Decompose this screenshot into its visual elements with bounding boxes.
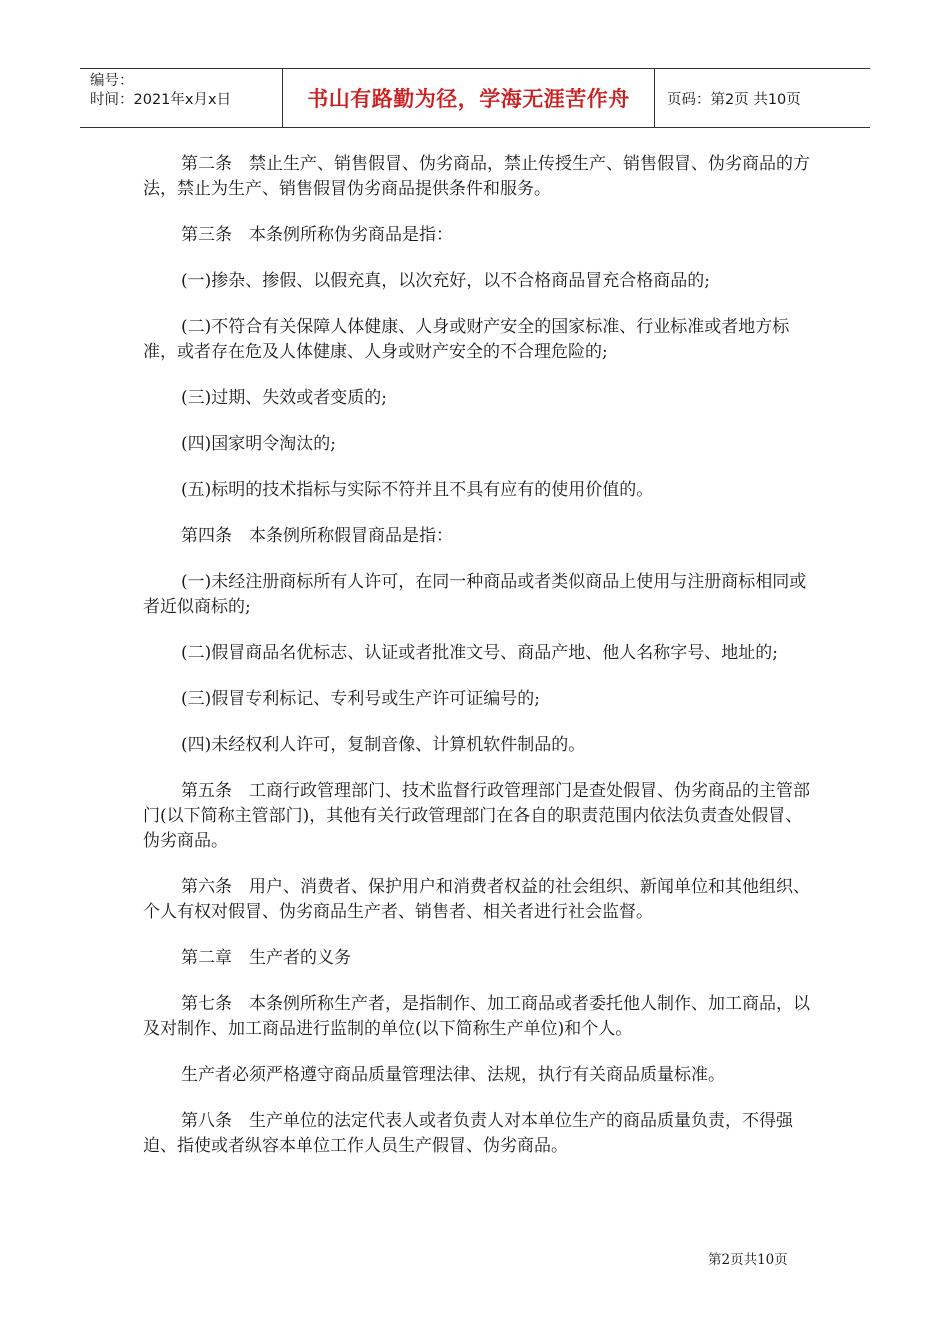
paragraph: (二)假冒商品名优标志、认证或者批准文号、商品产地、他人名称字号、地址的; [181,643,778,663]
paragraph: 第七条 本条例所称生产者，是指制作、加工商品或者委托他人制作、加工商品，以及对制作、加工商品进行监制的单位(以下简称生产单位)和个人。 [143,994,810,1039]
paragraph: (五)标明的技术指标与实际不符并且不具有应有的使用价值的。 [181,480,654,500]
paragraph: 第五条 工商行政管理部门、技术监督行政管理部门是查处假冒、伪劣商品的主管部门(以下简称主管部门)，其他有关行政管理部门在各自的职责范围内依法负责查处假冒、伪劣商品。 [143,781,810,851]
paragraph: 生产者必须严格遵守商品质量管理法律、法规，执行有关商品质量标准。 [181,1065,725,1085]
time-label: 时间：2021年x月x日 [90,92,232,108]
paragraph: 第八条 生产单位的法定代表人或者负责人对本单位生产的商品质量负责，不得强迫、指使或者纵容本单位工作人员生产假冒、伪劣商品。 [143,1111,793,1156]
document-body [143,152,810,1180]
header-page-info: 页码：第2页 共10页 [667,91,801,108]
header-motto: 书山有路勤为径，学海无涯苦作舟 [283,69,655,127]
paragraph: (四)未经权利人许可，复制音像、计算机软件制品的。 [181,735,586,755]
paragraph: (二)不符合有关保障人体健康、人身或财产安全的国家标准、行业标准或者地方标准，或者存在危及人体健康、人身或财产安全的不合理危险的; [143,317,790,362]
paragraph: 第二条 禁止生产、销售假冒、伪劣商品，禁止传授生产、销售假冒、伪劣商品的方法，禁止为生产、销售假冒伪劣商品提供条件和服务。 [143,154,810,199]
paragraph: (三)过期、失效或者变质的; [181,388,387,408]
paragraph: (一)掺杂、掺假、以假充真，以次充好，以不合格商品冒充合格商品的; [181,271,710,291]
page-footer: 第2页共10页 [708,1252,788,1268]
paragraph: (四)国家明令淘汰的; [181,434,336,454]
paragraph: 第六条 用户、消费者、保护用户和消费者权益的社会组织、新闻单位和其他组织、个人有权对假冒、伪劣商品生产者、销售者、相关者进行社会监督。 [143,877,810,922]
chapter-heading: 第二章 生产者的义务 [181,948,351,968]
serial-label: 编号： [90,73,134,89]
paragraph: 第四条 本条例所称假冒商品是指： [181,526,453,546]
page-header [80,68,870,128]
paragraph: (三)假冒专利标记、专利号或生产许可证编号的; [181,689,540,709]
paragraph: (一)未经注册商标所有人许可，在同一种商品或者类似商品上使用与注册商标相同或者近似商标的; [143,572,807,617]
paragraph: 第三条 本条例所称伪劣商品是指： [181,225,453,245]
header-meta [80,69,283,127]
